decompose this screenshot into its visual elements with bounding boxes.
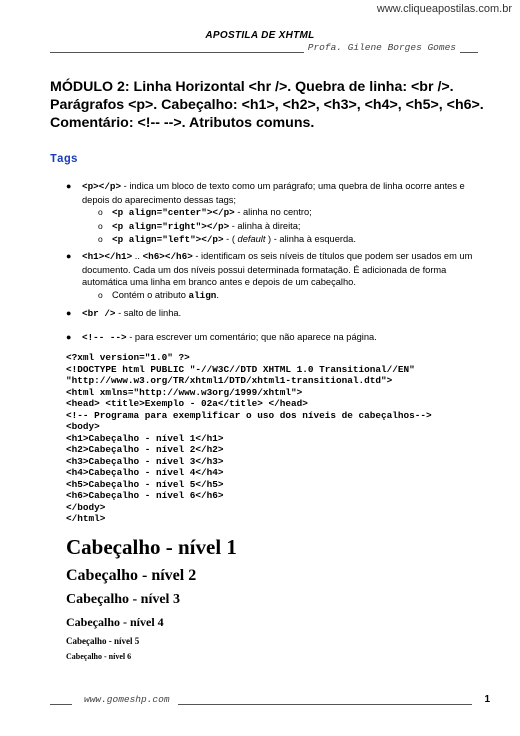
code-line: <body>	[66, 421, 100, 432]
rendered-h5: Cabeçalho - nível 5	[66, 636, 140, 646]
code-line: <!DOCTYPE html PUBLIC "-//W3C//DTD XHTML 1.0 Transitional//EN"	[66, 363, 415, 375]
code-align: align	[188, 289, 217, 301]
align-desc-end: .	[216, 289, 219, 300]
list-item-comment	[66, 331, 486, 345]
sub-desc-left-pre: - (	[223, 234, 238, 245]
site-watermark: www.cliqueapostilas.com.br	[376, 3, 512, 15]
sub-desc-center: - alinha no centro;	[234, 207, 312, 218]
code-line: <?xml version="1.0" ?>	[66, 352, 190, 363]
code-p-left: <p align="left"></p>	[112, 234, 224, 246]
code-example	[66, 352, 432, 525]
list-item-h	[66, 250, 486, 302]
bullet-icon: ●	[66, 251, 72, 261]
bullet-icon: ●	[66, 308, 72, 318]
header-line	[50, 43, 304, 53]
code-line: <h6>Cabeçalho - nível 6</h6>	[66, 490, 224, 501]
h-range-sep: ..	[132, 251, 143, 261]
sub-item-left	[98, 233, 486, 247]
code-p-center: <p align="center"></p>	[112, 207, 235, 219]
h-description: - identificam os seis níveis de títulos que podem ser usados em um documento. Cada um dos níveis possui determinada formatação. É adicionada de forma automática uma linha em branco antes e depois de um cabeçalho.	[82, 251, 473, 288]
circle-bullet-icon: o	[98, 289, 103, 300]
code-comment: <!-- -->	[82, 332, 127, 343]
p-description: - indica um bloco de texto como um parágrafo; uma quebra de linha ocorre antes e depois do aparecimento dessas tags;	[82, 181, 465, 205]
code-line: <h3>Cabeçalho - nível 3</h3>	[66, 455, 224, 467]
sub-desc-left-em: default	[237, 234, 266, 245]
code-line: <h1>Cabeçalho - nível 1</h1>	[66, 432, 224, 444]
code-line: <h5>Cabeçalho - nível 5</h5>	[66, 478, 224, 490]
code-p: <p></p>	[82, 181, 122, 192]
code-line: <head> <title>Exemplo - 02a</title> </head>	[66, 398, 308, 409]
header-rule	[50, 42, 478, 53]
code-line: "http://www.w3.org/TR/xhtml1/DTD/xhtml1-transitional.dtd">	[66, 375, 393, 386]
rendered-h2: Cabeçalho - nível 2	[66, 567, 197, 584]
code-p-right: <p align="right"></p>	[112, 220, 230, 232]
code-h6: <h6></h6>	[142, 251, 193, 262]
align-desc: Contém o atributo	[112, 289, 189, 300]
code-line: <!-- Programa para exemplificar o uso dos níveis de cabeçalhos-->	[66, 409, 432, 421]
code-br: <br />	[82, 308, 116, 319]
page-number: 1	[484, 694, 490, 705]
bullet-icon: ●	[66, 181, 72, 191]
circle-bullet-icon: o	[98, 220, 103, 231]
page-footer	[50, 694, 490, 705]
code-line: <h4>Cabeçalho - nível 4</h4>	[66, 467, 224, 478]
footer-url: www.gomeshp.com	[84, 694, 170, 705]
sub-desc-right: - alinha à direita;	[229, 220, 301, 231]
code-line: <h2>Cabeçalho - nível 2</h2>	[66, 444, 224, 455]
br-description: - salto de linha.	[115, 308, 182, 318]
comment-description: - para escrever um comentário; que não aparece na página.	[126, 332, 377, 342]
sub-item-align	[98, 289, 486, 303]
author-name: Profa. Gilene Borges Gomes	[307, 42, 456, 53]
rendered-h4: Cabeçalho - nível 4	[66, 615, 164, 629]
bullet-icon: ●	[66, 332, 72, 342]
header-line-tail	[460, 43, 478, 53]
rendered-h3: Cabeçalho - nível 3	[66, 592, 180, 607]
footer-line-lead	[50, 695, 72, 705]
module-title: MÓDULO 2: Linha Horizontal <hr />. Quebra de linha: <br />. Parágrafos <p>. Cabeçalho: <h1>, <h2>, <h3>, <h4>, <h5>, <h6>. Comentário: <!-- -->. Atributos comuns.	[50, 79, 484, 131]
code-line: <html xmlns="http://www.w3org/1999/xhtml">	[66, 386, 303, 398]
rendered-h6: Cabeçalho - nível 6	[66, 652, 132, 661]
list-item-p	[66, 180, 486, 247]
code-h1: <h1></h1>	[82, 251, 133, 262]
section-label: Tags	[50, 153, 78, 166]
footer-line	[178, 695, 473, 705]
rendered-h1: Cabeçalho - nível 1	[66, 535, 237, 559]
document-title: APOSTILA DE XHTML	[205, 30, 315, 41]
sub-item-right	[98, 220, 486, 234]
list-item-br	[66, 307, 486, 321]
code-line: </html>	[66, 513, 106, 524]
sub-item-center	[98, 206, 486, 220]
code-line: </body>	[66, 501, 106, 513]
circle-bullet-icon: o	[98, 207, 103, 218]
sub-desc-left-post: ) - alinha à esquerda.	[265, 234, 356, 245]
circle-bullet-icon: o	[98, 234, 103, 245]
